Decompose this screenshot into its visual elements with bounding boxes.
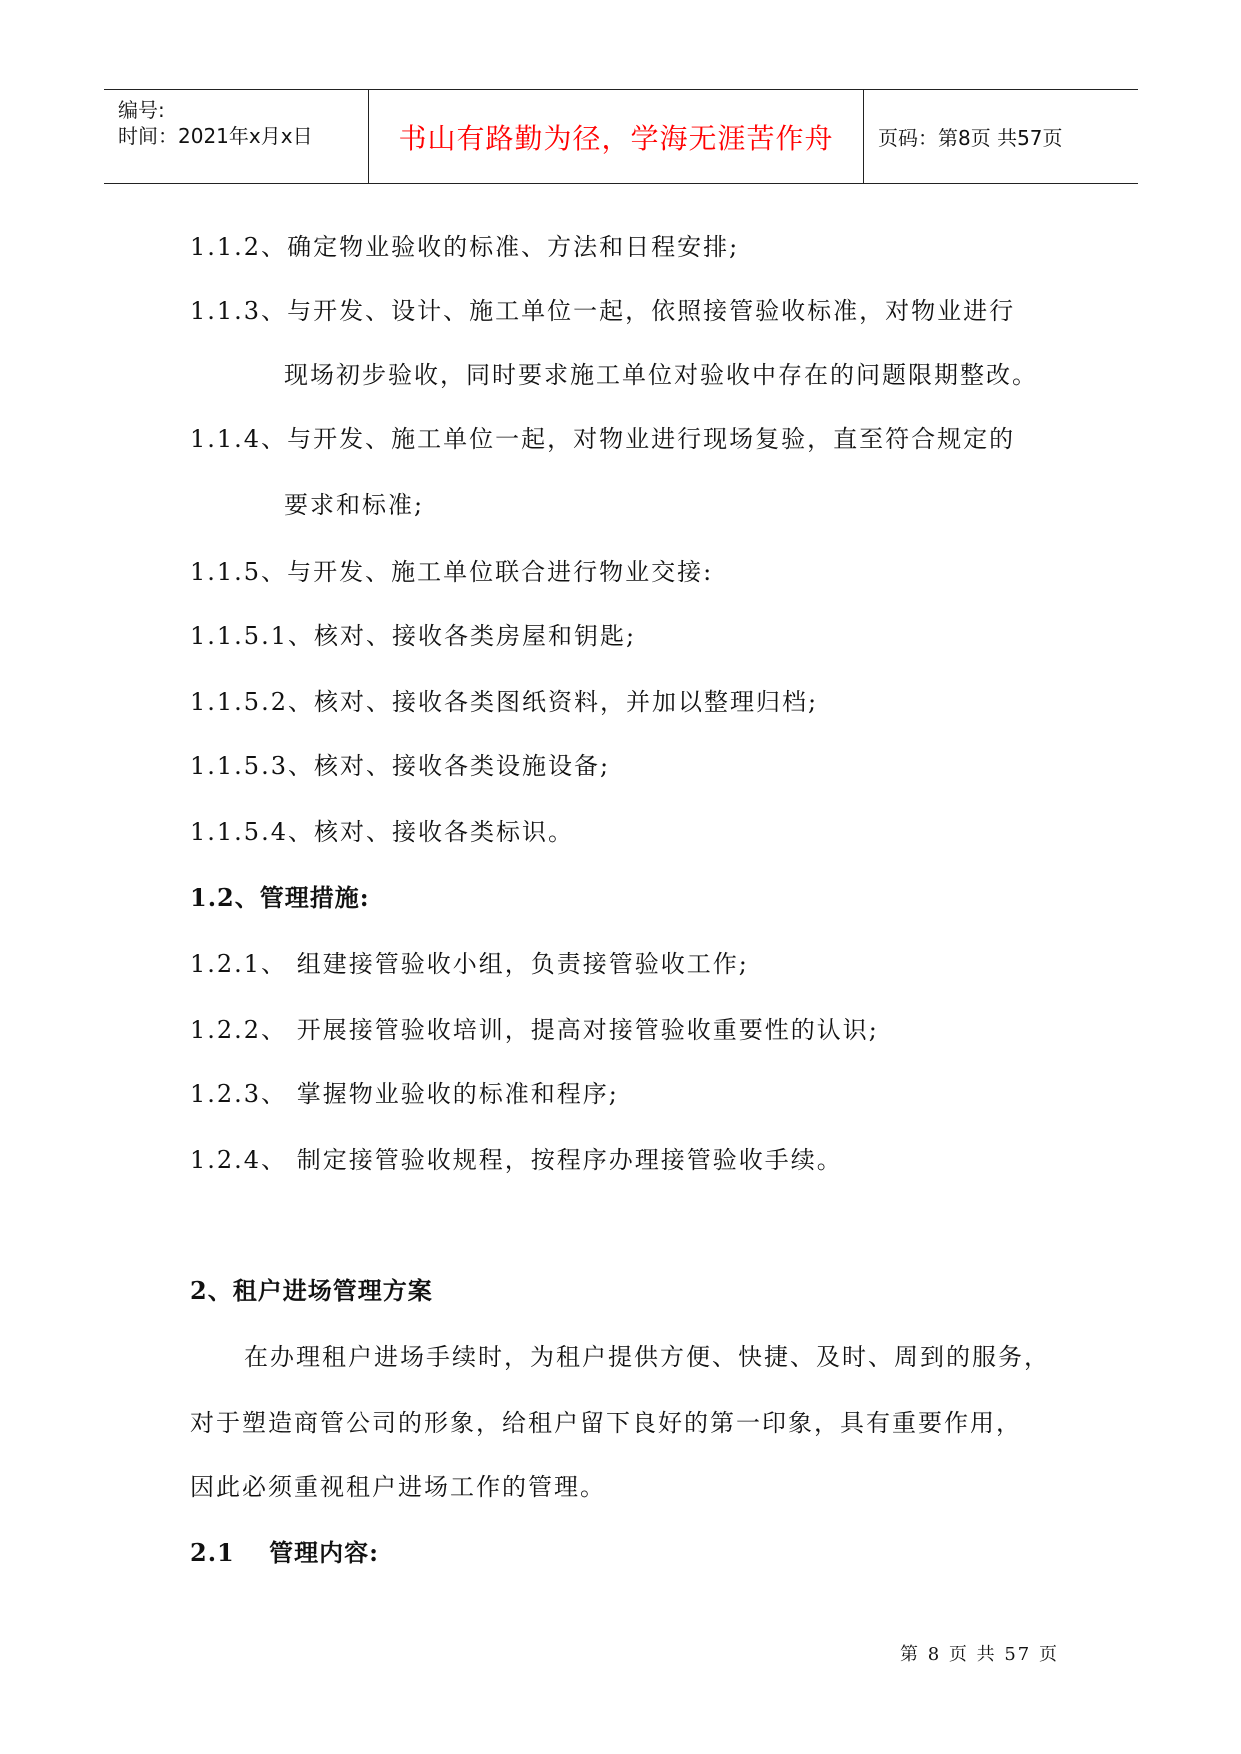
- heading-2-1: 2.1 管理内容:: [190, 1538, 379, 1567]
- header-page-cell: [864, 90, 1138, 183]
- item-1-1-5-1: 1.1.5.1、核对、接收各类房屋和钥匙;: [190, 622, 637, 650]
- paragraph-line-3: 因此必须重视租户进场工作的管理。: [190, 1473, 606, 1501]
- item-1-1-5-3: 1.1.5.3、核对、接收各类设施设备;: [190, 752, 611, 780]
- heading-1-2: 1.2、管理措施:: [190, 883, 370, 912]
- paragraph-line-2: 对于塑造商管公司的形象，给租户留下良好的第一印象，具有重要作用，: [190, 1409, 1022, 1437]
- number-label: 编号:: [118, 98, 165, 122]
- motto: 书山有路勤为径，学海无涯苦作舟: [398, 121, 834, 155]
- heading-2: 2、租户进场管理方案: [190, 1276, 433, 1305]
- item-1-1-5: 1.1.5、与开发、施工单位联合进行物业交接:: [190, 558, 714, 586]
- page-info: 页码：第8页 共57页: [878, 126, 1063, 150]
- item-1-2-3: 1.2.3、 掌握物业验收的标准和程序;: [190, 1080, 619, 1108]
- header-meta-cell: [104, 90, 369, 183]
- item-1-1-3-cont: 现场初步验收，同时要求施工单位对验收中存在的问题限期整改。: [284, 361, 1038, 389]
- item-1-1-5-4: 1.1.5.4、核对、接收各类标识。: [190, 818, 574, 846]
- page-header: [104, 89, 1138, 184]
- item-1-1-4-cont: 要求和标准;: [284, 491, 425, 519]
- item-1-2-2: 1.2.2、 开展接管验收培训，提高对接管验收重要性的认识;: [190, 1016, 879, 1044]
- header-motto-cell: [369, 90, 864, 183]
- item-1-2-1: 1.2.1、 组建接管验收小组，负责接管验收工作;: [190, 950, 749, 978]
- paragraph-line-1: 在办理租户进场手续时，为租户提供方便、快捷、及时、周到的服务，: [244, 1343, 1050, 1371]
- time-label: 时间：2021年x月x日: [118, 124, 313, 148]
- item-1-1-5-2: 1.1.5.2、核对、接收各类图纸资料，并加以整理归档;: [190, 688, 819, 716]
- item-1-2-4: 1.2.4、 制定接管验收规程，按程序办理接管验收手续。: [190, 1146, 843, 1174]
- item-1-1-4: 1.1.4、与开发、施工单位一起，对物业进行现场复验，直至符合规定的: [190, 425, 1016, 453]
- item-1-1-3: 1.1.3、与开发、设计、施工单位一起，依照接管验收标准，对物业进行: [190, 297, 1016, 325]
- item-1-1-2: 1.1.2、确定物业验收的标准、方法和日程安排;: [190, 233, 740, 261]
- page-footer: 第 8 页 共 57 页: [900, 1644, 1059, 1665]
